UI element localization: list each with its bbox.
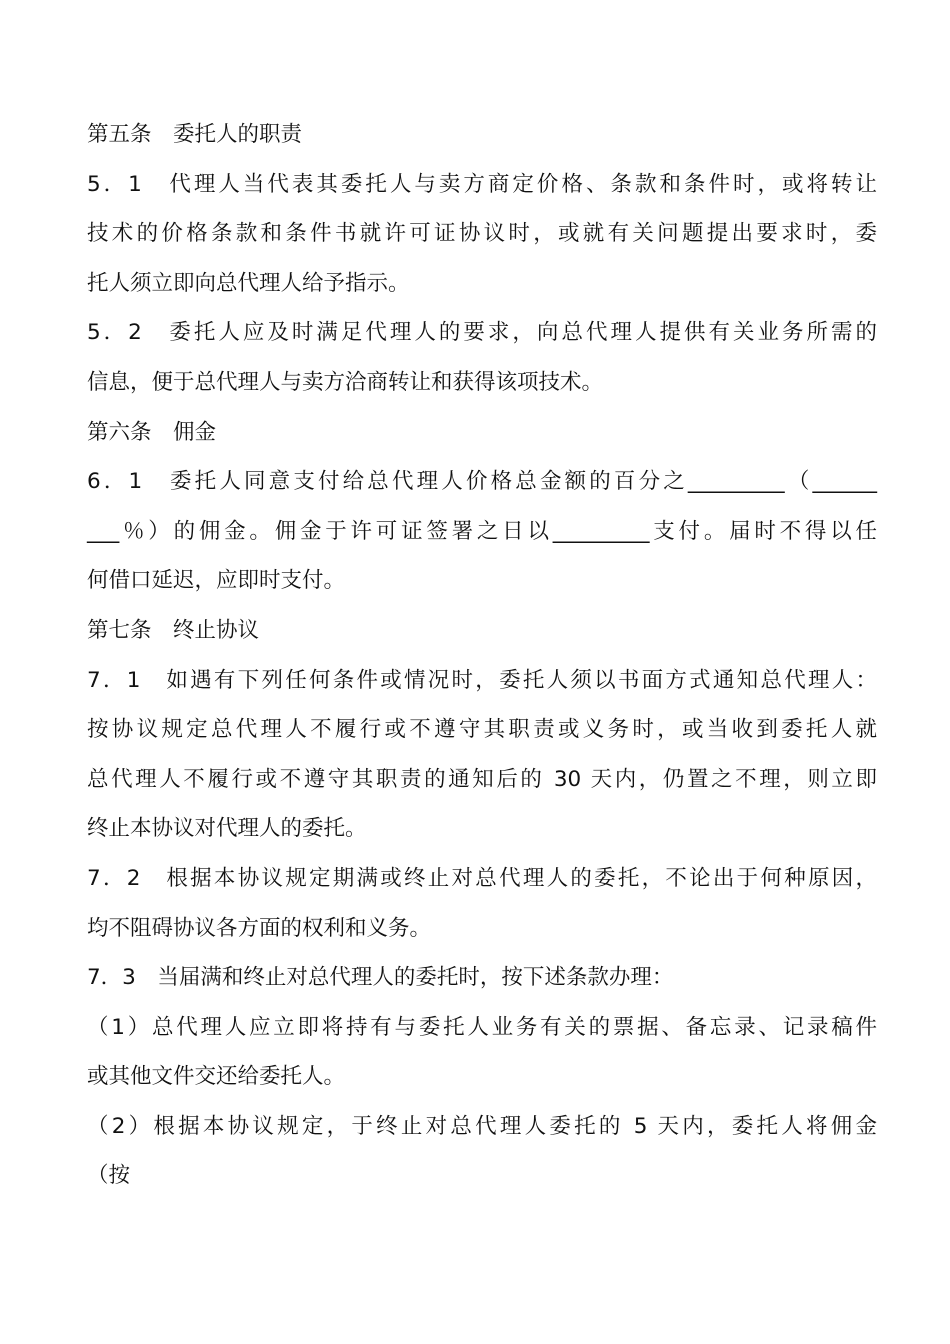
text-line: 5．2 委托人应及时满足代理人的要求，向总代理人提供有关业务所需的 bbox=[87, 320, 877, 346]
text-line: 6．1 委托人同意支付给总代理人价格总金额的百分之_________（______ bbox=[87, 469, 877, 495]
text-line: 何借口延迟，应即时支付。 bbox=[87, 568, 346, 594]
text-line: 第六条 佣金 bbox=[87, 419, 217, 445]
text-line: 总代理人不履行或不遵守其职责的通知后的 30 天内，仍置之不理，则立即 bbox=[87, 766, 877, 792]
document-page bbox=[87, 110, 877, 1201]
text-line: 技术的价格条款和条件书就许可证协议时，或就有关问题提出要求时，委 bbox=[87, 221, 877, 247]
text-line: 终止本协议对代理人的委托。 bbox=[87, 816, 367, 842]
text-line: （1）总代理人应立即将持有与委托人业务有关的票据、备忘录、记录稿件 bbox=[87, 1014, 877, 1040]
text-line: 7．3 当届满和终止对总代理人的委托时，按下述条款办理： bbox=[87, 965, 674, 991]
text-line: 7．1 如遇有下列任何条件或情况时，委托人须以书面方式通知总代理人： bbox=[87, 667, 877, 693]
text-line: 7．2 根据本协议规定期满或终止对总代理人的委托，不论出于何种原因， bbox=[87, 865, 877, 891]
text-line: 5．1 代理人当代表其委托人与卖方商定价格、条款和条件时，或将转让 bbox=[87, 171, 877, 197]
text-line: 第七条 终止协议 bbox=[87, 617, 260, 643]
text-line: 第五条 委托人的职责 bbox=[87, 122, 303, 147]
text-line: 按协议规定总代理人不履行或不遵守其职责或义务时，或当收到委托人就 bbox=[87, 717, 877, 743]
document-body bbox=[87, 110, 877, 1201]
text-line: 或其他文件交还给委托人。 bbox=[87, 1064, 346, 1090]
text-line: （按 bbox=[87, 1163, 131, 1189]
text-line: （2）根据本协议规定，于终止对总代理人委托的 5 天内，委托人将佣金 bbox=[87, 1113, 877, 1139]
text-line: ___％）的佣金。佣金于许可证签署之日以_________支付。届时不得以任 bbox=[87, 518, 877, 544]
text-line: 信息，便于总代理人与卖方洽商转让和获得该项技术。 bbox=[87, 369, 604, 395]
text-line: 均不阻碍协议各方面的权利和义务。 bbox=[87, 915, 432, 941]
text-line: 托人须立即向总代理人给予指示。 bbox=[87, 270, 410, 296]
